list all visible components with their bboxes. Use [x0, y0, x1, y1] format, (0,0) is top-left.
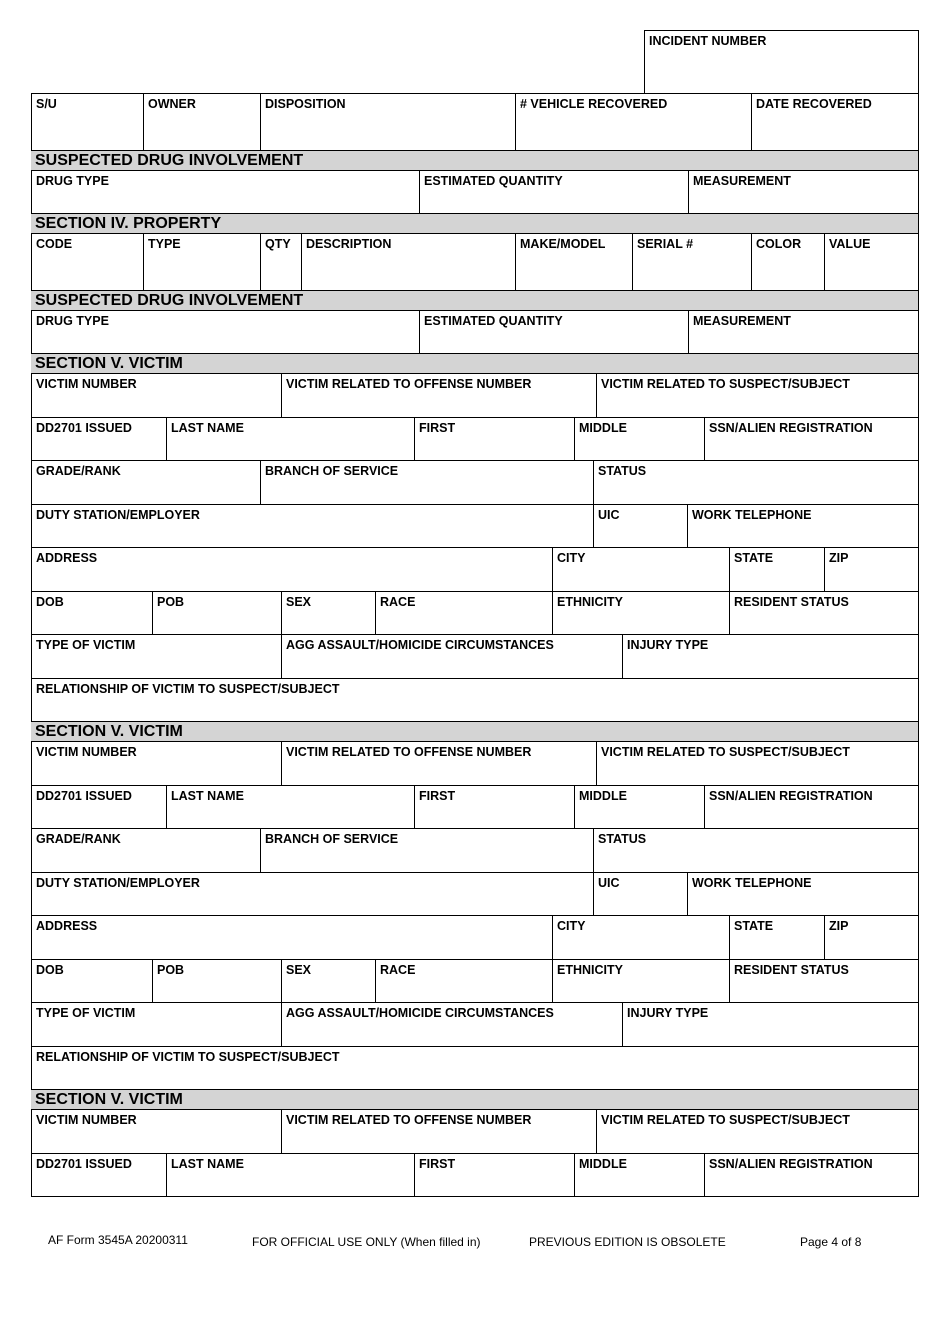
section-header: [31, 353, 919, 373]
pob-label: POB: [157, 595, 185, 609]
form-bottom-edge: [31, 1196, 919, 1197]
owner-field[interactable]: [143, 93, 260, 150]
resident-status-label: RESIDENT STATUS: [734, 963, 849, 977]
city-label: CITY: [557, 551, 586, 565]
s-u-field[interactable]: [31, 93, 143, 150]
victim-number-label: VICTIM NUMBER: [36, 377, 137, 391]
qty-label: QTY: [265, 237, 291, 251]
pob-label: POB: [157, 963, 185, 977]
race-field[interactable]: [375, 591, 552, 635]
dob-label: DOB: [36, 963, 64, 977]
incident-number-label: INCIDENT NUMBER: [649, 34, 767, 48]
vehicle-recovered-label: # VEHICLE RECOVERED: [520, 97, 668, 111]
agg-assault-homicide-circumstances-label: AGG ASSAULT/HOMICIDE CIRCUMSTANCES: [286, 638, 554, 652]
victim-related-to-suspect-subject-field[interactable]: [596, 1109, 919, 1153]
work-telephone-label: WORK TELEPHONE: [692, 508, 812, 522]
type-of-victim-label: TYPE OF VICTIM: [36, 638, 136, 652]
section-title: SUSPECTED DRUG INVOLVEMENT: [35, 152, 304, 169]
type-of-victim-field[interactable]: [31, 1002, 281, 1046]
dd2701-issued-label: DD2701 ISSUED: [36, 421, 132, 435]
section-title: SECTION IV. PROPERTY: [35, 215, 222, 232]
ssn-alien-registration-field[interactable]: [704, 1153, 919, 1197]
uic-label: UIC: [598, 508, 620, 522]
section-header: [31, 213, 919, 233]
resident-status-field[interactable]: [729, 959, 919, 1003]
section-title: SECTION V. VICTIM: [35, 355, 183, 372]
duty-station-employer-field[interactable]: [31, 872, 593, 916]
dd2701-issued-label: DD2701 ISSUED: [36, 1157, 132, 1171]
victim-related-to-offense-number-field[interactable]: [281, 1109, 596, 1153]
middle-label: MIDDLE: [579, 789, 627, 803]
zip-field[interactable]: [824, 915, 919, 959]
form-right-edge: [918, 30, 919, 1197]
work-telephone-label: WORK TELEPHONE: [692, 876, 812, 890]
relationship-of-victim-to-suspect-subject-label: RELATIONSHIP OF VICTIM TO SUSPECT/SUBJECT: [36, 682, 340, 696]
status-field[interactable]: [593, 460, 919, 504]
relationship-of-victim-to-suspect-subject-field[interactable]: [31, 678, 919, 722]
section-title: SECTION V. VICTIM: [35, 1091, 183, 1108]
race-label: RACE: [380, 963, 416, 977]
last-name-label: LAST NAME: [171, 789, 244, 803]
s-u-label: S/U: [36, 97, 57, 111]
state-field[interactable]: [729, 915, 824, 959]
zip-label: ZIP: [829, 919, 849, 933]
section-title: SUSPECTED DRUG INVOLVEMENT: [35, 292, 304, 309]
drug-type-label: DRUG TYPE: [36, 174, 109, 188]
middle-label: MIDDLE: [579, 421, 627, 435]
serial-label: SERIAL #: [637, 237, 694, 251]
state-field[interactable]: [729, 547, 824, 591]
work-telephone-field[interactable]: [687, 872, 919, 916]
section-header: [31, 150, 919, 170]
injury-type-field[interactable]: [622, 634, 919, 678]
ssn-alien-registration-label: SSN/ALIEN REGISTRATION: [709, 1157, 873, 1171]
grade-rank-field[interactable]: [31, 828, 260, 872]
injury-type-field[interactable]: [622, 1002, 919, 1046]
measurement-field[interactable]: [688, 170, 919, 213]
victim-number-field[interactable]: [31, 741, 281, 785]
ssn-alien-registration-field[interactable]: [704, 785, 919, 829]
middle-label: MIDDLE: [579, 1157, 627, 1171]
state-label: STATE: [734, 551, 774, 565]
agg-assault-homicide-circumstances-field[interactable]: [281, 1002, 622, 1046]
grade-rank-label: GRADE/RANK: [36, 464, 121, 478]
incident-number-field[interactable]: [644, 30, 919, 93]
city-field[interactable]: [552, 915, 729, 959]
dd2701-issued-label: DD2701 ISSUED: [36, 789, 132, 803]
estimated-quantity-label: ESTIMATED QUANTITY: [424, 314, 563, 328]
date-recovered-label: DATE RECOVERED: [756, 97, 872, 111]
ethnicity-label: ETHNICITY: [557, 963, 623, 977]
last-name-label: LAST NAME: [171, 421, 244, 435]
ssn-alien-registration-label: SSN/ALIEN REGISTRATION: [709, 421, 873, 435]
footer-obsolete: PREVIOUS EDITION IS OBSOLETE: [529, 1235, 726, 1249]
disposition-field[interactable]: [260, 93, 515, 150]
branch-of-service-field[interactable]: [260, 460, 593, 504]
agg-assault-homicide-circumstances-field[interactable]: [281, 634, 622, 678]
victim-related-to-suspect-subject-field[interactable]: [596, 373, 919, 417]
sex-label: SEX: [286, 963, 312, 977]
code-label: CODE: [36, 237, 73, 251]
vehicle-recovered-field[interactable]: [515, 93, 751, 150]
victim-number-field[interactable]: [31, 1109, 281, 1153]
type-label: TYPE: [148, 237, 181, 251]
description-field[interactable]: [301, 233, 515, 290]
dob-field[interactable]: [31, 959, 152, 1003]
description-label: DESCRIPTION: [306, 237, 392, 251]
address-field[interactable]: [31, 547, 552, 591]
drug-type-field[interactable]: [31, 170, 419, 213]
serial-field[interactable]: [632, 233, 751, 290]
agg-assault-homicide-circumstances-label: AGG ASSAULT/HOMICIDE CIRCUMSTANCES: [286, 1006, 554, 1020]
owner-label: OWNER: [148, 97, 196, 111]
middle-field[interactable]: [574, 1153, 704, 1197]
resident-status-field[interactable]: [729, 591, 919, 635]
uic-label: UIC: [598, 876, 620, 890]
date-recovered-field[interactable]: [751, 93, 919, 150]
city-label: CITY: [557, 919, 586, 933]
branch-of-service-label: BRANCH OF SERVICE: [265, 832, 399, 846]
measurement-field[interactable]: [688, 310, 919, 353]
value-field[interactable]: [824, 233, 919, 290]
value-label: VALUE: [829, 237, 871, 251]
victim-related-to-offense-number-label: VICTIM RELATED TO OFFENSE NUMBER: [286, 1113, 532, 1127]
first-label: FIRST: [419, 421, 456, 435]
section-header: [31, 290, 919, 310]
qty-field[interactable]: [260, 233, 301, 290]
ssn-alien-registration-field[interactable]: [704, 417, 919, 461]
footer-official-use: FOR OFFICIAL USE ONLY (When filled in): [252, 1235, 481, 1249]
last-name-field[interactable]: [166, 1153, 414, 1197]
middle-field[interactable]: [574, 785, 704, 829]
dd2701-issued-field[interactable]: [31, 1153, 166, 1197]
injury-type-label: INJURY TYPE: [627, 1006, 709, 1020]
victim-number-field[interactable]: [31, 373, 281, 417]
make-model-label: MAKE/MODEL: [520, 237, 606, 251]
first-field[interactable]: [414, 1153, 574, 1197]
resident-status-label: RESIDENT STATUS: [734, 595, 849, 609]
relationship-of-victim-to-suspect-subject-label: RELATIONSHIP OF VICTIM TO SUSPECT/SUBJECT: [36, 1050, 340, 1064]
drug-type-label: DRUG TYPE: [36, 314, 109, 328]
victim-related-to-suspect-subject-label: VICTIM RELATED TO SUSPECT/SUBJECT: [601, 377, 850, 391]
ethnicity-field[interactable]: [552, 591, 729, 635]
victim-related-to-suspect-subject-label: VICTIM RELATED TO SUSPECT/SUBJECT: [601, 745, 850, 759]
type-of-victim-label: TYPE OF VICTIM: [36, 1006, 136, 1020]
grade-rank-label: GRADE/RANK: [36, 832, 121, 846]
pob-field[interactable]: [152, 959, 281, 1003]
last-name-field[interactable]: [166, 417, 414, 461]
color-label: COLOR: [756, 237, 802, 251]
work-telephone-field[interactable]: [687, 504, 919, 548]
address-label: ADDRESS: [36, 551, 98, 565]
measurement-label: MEASUREMENT: [693, 174, 791, 188]
code-field[interactable]: [31, 233, 143, 290]
color-field[interactable]: [751, 233, 824, 290]
victim-number-label: VICTIM NUMBER: [36, 1113, 137, 1127]
grade-rank-field[interactable]: [31, 460, 260, 504]
drug-type-field[interactable]: [31, 310, 419, 353]
victim-number-label: VICTIM NUMBER: [36, 745, 137, 759]
victim-related-to-suspect-subject-label: VICTIM RELATED TO SUSPECT/SUBJECT: [601, 1113, 850, 1127]
type-of-victim-field[interactable]: [31, 634, 281, 678]
status-label: STATUS: [598, 832, 647, 846]
dob-label: DOB: [36, 595, 64, 609]
sex-field[interactable]: [281, 591, 375, 635]
relationship-of-victim-to-suspect-subject-field[interactable]: [31, 1046, 919, 1090]
type-field[interactable]: [143, 233, 260, 290]
estimated-quantity-field[interactable]: [419, 170, 688, 213]
injury-type-label: INJURY TYPE: [627, 638, 709, 652]
sex-field[interactable]: [281, 959, 375, 1003]
measurement-label: MEASUREMENT: [693, 314, 791, 328]
ethnicity-label: ETHNICITY: [557, 595, 623, 609]
make-model-field[interactable]: [515, 233, 632, 290]
last-name-field[interactable]: [166, 785, 414, 829]
race-field[interactable]: [375, 959, 552, 1003]
victim-related-to-offense-number-label: VICTIM RELATED TO OFFENSE NUMBER: [286, 377, 532, 391]
footer-form-id: AF Form 3545A 20200311: [48, 1233, 188, 1247]
ssn-alien-registration-label: SSN/ALIEN REGISTRATION: [709, 789, 873, 803]
dob-field[interactable]: [31, 591, 152, 635]
sex-label: SEX: [286, 595, 312, 609]
disposition-label: DISPOSITION: [265, 97, 346, 111]
ethnicity-field[interactable]: [552, 959, 729, 1003]
victim-related-to-offense-number-field[interactable]: [281, 741, 596, 785]
dd2701-issued-field[interactable]: [31, 417, 166, 461]
middle-field[interactable]: [574, 417, 704, 461]
first-label: FIRST: [419, 789, 456, 803]
branch-of-service-label: BRANCH OF SERVICE: [265, 464, 399, 478]
pob-field[interactable]: [152, 591, 281, 635]
status-field[interactable]: [593, 828, 919, 872]
zip-field[interactable]: [824, 547, 919, 591]
estimated-quantity-label: ESTIMATED QUANTITY: [424, 174, 563, 188]
victim-related-to-suspect-subject-field[interactable]: [596, 741, 919, 785]
duty-station-employer-field[interactable]: [31, 504, 593, 548]
victim-related-to-offense-number-label: VICTIM RELATED TO OFFENSE NUMBER: [286, 745, 532, 759]
status-label: STATUS: [598, 464, 647, 478]
address-field[interactable]: [31, 915, 552, 959]
zip-label: ZIP: [829, 551, 849, 565]
duty-station-employer-label: DUTY STATION/EMPLOYER: [36, 876, 200, 890]
duty-station-employer-label: DUTY STATION/EMPLOYER: [36, 508, 200, 522]
state-label: STATE: [734, 919, 774, 933]
estimated-quantity-field[interactable]: [419, 310, 688, 353]
first-label: FIRST: [419, 1157, 456, 1171]
last-name-label: LAST NAME: [171, 1157, 244, 1171]
victim-related-to-offense-number-field[interactable]: [281, 373, 596, 417]
footer-page-number: Page 4 of 8: [800, 1235, 862, 1249]
race-label: RACE: [380, 595, 416, 609]
dd2701-issued-field[interactable]: [31, 785, 166, 829]
section-header: [31, 1089, 919, 1109]
first-field[interactable]: [414, 785, 574, 829]
address-label: ADDRESS: [36, 919, 98, 933]
city-field[interactable]: [552, 547, 729, 591]
uic-field[interactable]: [593, 872, 687, 916]
first-field[interactable]: [414, 417, 574, 461]
section-title: SECTION V. VICTIM: [35, 723, 183, 740]
branch-of-service-field[interactable]: [260, 828, 593, 872]
uic-field[interactable]: [593, 504, 687, 548]
section-header: [31, 721, 919, 741]
